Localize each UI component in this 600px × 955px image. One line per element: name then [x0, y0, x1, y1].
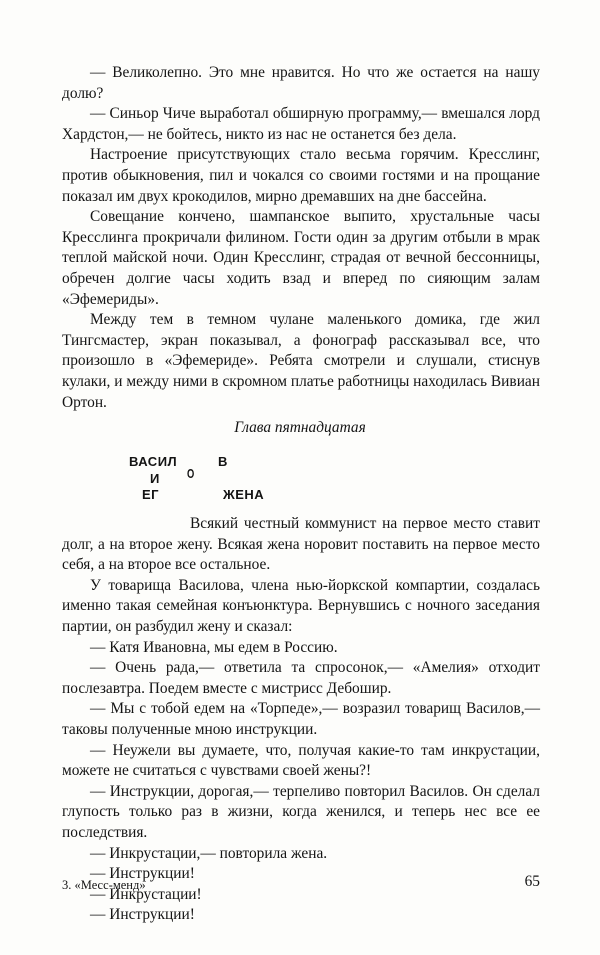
- paragraph: — Очень рада,— ответила та спросонок,— «Амелия» отходит послезавтра. Поедем вместе с мистрисс Дебошир.: [62, 659, 540, 697]
- heading-big-o: О: [187, 466, 195, 481]
- heading-zhena: ЖЕНА: [223, 487, 265, 502]
- chapter-heading: [129, 450, 299, 508]
- paragraph: — Мы с тобой едем на «Торпеде»,— возразил товарищ Василов,— таковы полученные мною инструкции.: [62, 700, 540, 738]
- heading-eg: ЕГ: [142, 487, 160, 502]
- paragraph: Совещание кончено, шампанское выпито, хрустальные часы Кресслинга прокричали филином. Гости один за другим отбыли в мрак теплой майской ночи. Один Кресслинг, страдая от вечной бессонницы, обречен долгие часы ходить взад и вперед по сияющим залам «Эфемериды».: [62, 208, 540, 308]
- chapter-title: Глава пятнадцатая: [234, 419, 366, 436]
- paragraph: — Инструкции!: [90, 865, 195, 883]
- heading-vasil: ВАСИЛ: [129, 454, 178, 469]
- text-block-top: [62, 63, 540, 413]
- paragraph: Между тем в темном чулане маленького домика, где жил Тингсмастер, экран показывал, а фонограф рассказывал все, что произошло в «Эфемериде». Ребята смотрели и слушали, стиснув кулаки, и между ними в скромном платье работницы находилась Вивиан Ортон.: [62, 311, 540, 411]
- paragraph: — Катя Ивановна, мы едем в Россию.: [90, 638, 338, 656]
- paragraph: — Инструкции, дорогая,— терпеливо повторил Василов. Он сделал глупость только раз в жизни, когда женился, и теперь нес все ее последствия.: [62, 782, 540, 841]
- paragraph: Настроение присутствующих стало весьма горячим. Кресслинг, против обыкновения, пил и чокался со своими гостями и на прощание показал им двух крокодилов, мирно дремавших на дне бассейна.: [62, 146, 540, 205]
- footer-signature: 3. «Месс-менд»: [62, 878, 146, 892]
- paragraph: Всякий честный коммунист на первое место ставит долг, а на второе жену. Всякая жена норовит поставить на первое место себя, а на второе все остальное.: [62, 515, 540, 574]
- text-block-bottom: [62, 514, 540, 926]
- paragraph: — Неужели вы думаете, что, получая какие-то там инкрустации, можете не считаться с чувствами своей жены?!: [62, 741, 540, 780]
- heading-i: И: [150, 471, 160, 486]
- paragraph: — Инкрустации,— повторила жена.: [90, 844, 328, 862]
- paragraph: — Инкрустации!: [90, 885, 202, 903]
- paragraph: — Инструкции!: [90, 906, 195, 924]
- paragraph: — Синьор Чиче выработал обширную программу,— вмешался лорд Хардстон,— не бойтесь, никто из нас не останется без дела.: [62, 105, 540, 143]
- paragraph: — Великолепно. Это мне нравится. Но что же остается на нашу долю?: [62, 64, 540, 102]
- page-number: 65: [524, 873, 540, 890]
- paragraph: У товарища Василова, члена нью-йоркской компартии, создалась именно такая семейная конъюнктура. Вернувшись с ночного заседания партии, он разбудил жену и сказал:: [62, 576, 540, 635]
- heading-v: В: [218, 454, 228, 469]
